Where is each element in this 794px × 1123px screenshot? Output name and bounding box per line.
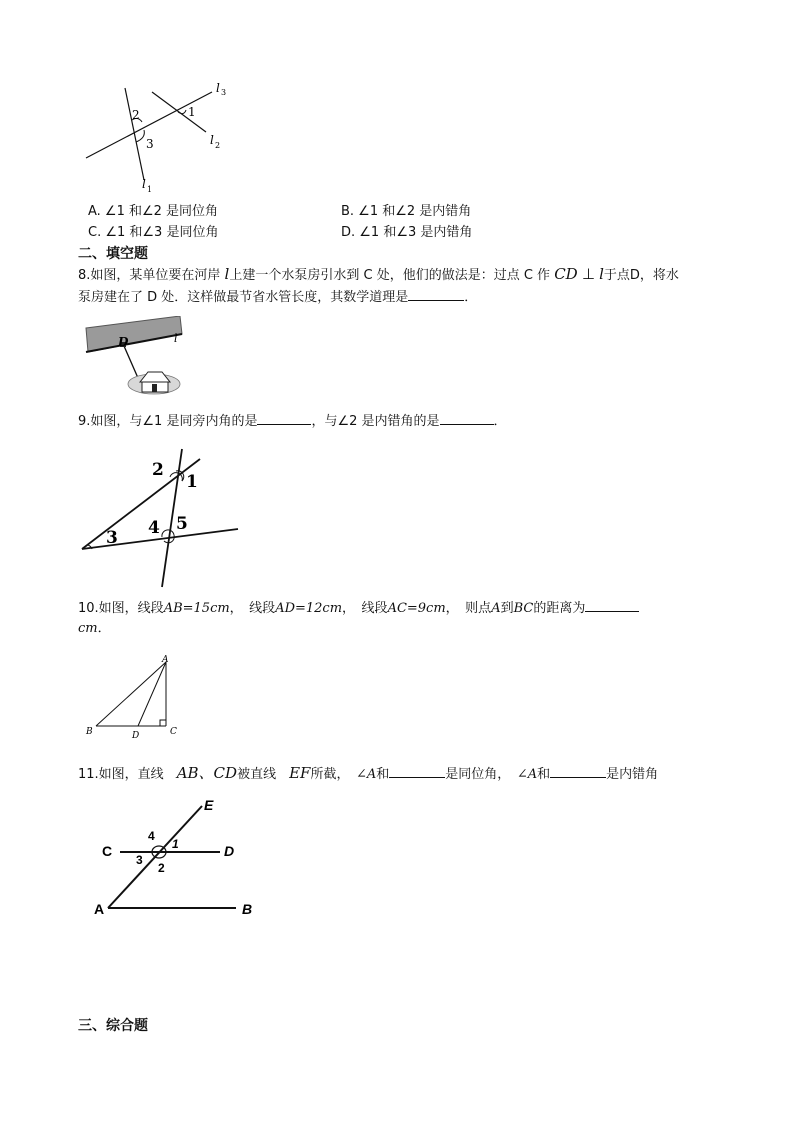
q7-option-c: C. ∠1 和∠3 是同位角	[88, 225, 219, 240]
q11-label-1: 1	[172, 837, 179, 851]
pipe-cd	[124, 346, 138, 378]
house-icon	[128, 372, 180, 394]
q10-label-c: C	[170, 727, 177, 737]
q10-line-1: 10.如图，线段AB=15cm， 线段AD=12cm， 线段AC=9cm， 则点A到BC的距离为	[78, 598, 639, 618]
q10-label-d: D	[132, 731, 140, 740]
q8-label-l: l	[174, 332, 178, 345]
segment-ab	[96, 662, 166, 726]
q7-option-a: A. ∠1 和∠2 是同位角	[88, 204, 219, 219]
q9-blank-1[interactable]	[257, 411, 311, 425]
q10-label-a: A	[162, 655, 169, 665]
q10-figure	[82, 654, 186, 740]
label-angle-2: 2	[132, 108, 140, 122]
q7-figure	[78, 72, 248, 200]
q9-text: 9.如图，与∠1 是同旁内角的是 ，与∠2 是内错角的是 ．	[78, 411, 507, 431]
q11-label-a: A	[94, 901, 105, 917]
label-l1-sub: 1	[147, 185, 153, 194]
q10-answer-blank[interactable]	[585, 598, 639, 612]
q9-figure	[78, 437, 242, 589]
q8-figure	[82, 316, 186, 400]
segment-ad	[138, 662, 166, 726]
q11-label-3: 3	[136, 853, 143, 867]
q8-answer-blank[interactable]	[408, 287, 464, 301]
q11-label-b: B	[242, 901, 253, 917]
q9-label-3: 3	[106, 528, 118, 548]
line-l1	[125, 88, 144, 180]
label-l1: l	[142, 177, 146, 191]
q8-line-1: 8.如图，某单位要在河岸 l上建一个水泵房引水到 C 处，他们的做法是：过点 C 作 CD ⊥ l于点D，将水	[78, 265, 679, 283]
q9-blank-2[interactable]	[440, 411, 494, 425]
riverbank	[86, 316, 182, 352]
q9-label-1: 1	[186, 472, 198, 492]
right-angle-mark	[160, 720, 166, 726]
q7-option-d: D. ∠1 和∠3 是内错角	[341, 225, 473, 240]
label-l2: l	[210, 133, 214, 147]
label-l2-sub: 2	[215, 141, 221, 150]
q8-label-d: D	[118, 335, 129, 349]
q11-label-d: D	[224, 843, 235, 859]
q9-label-4: 4	[148, 518, 160, 538]
q10-label-b: B	[86, 727, 93, 737]
q11-label-e: E	[204, 797, 214, 813]
q7-option-b: B. ∠1 和∠2 是内错角	[341, 204, 472, 219]
section-2-title: 二、填空题	[78, 246, 148, 262]
section-3-title: 三、综合题	[78, 1018, 148, 1034]
label-l3-sub: 3	[221, 88, 227, 97]
q11-blank-1[interactable]	[389, 764, 445, 778]
q11-blank-2[interactable]	[550, 764, 606, 778]
label-angle-1: 1	[188, 105, 196, 119]
label-l3: l	[216, 81, 220, 95]
line-l2	[152, 92, 206, 132]
q8-line-2: 泵房建在了 D 处．这样做最节省水管长度，其数学道理是 ．	[78, 287, 477, 307]
q8-var-cd: CD	[554, 265, 578, 283]
q11-label-c: C	[102, 843, 113, 859]
q10-line-2: cm．	[78, 621, 111, 636]
q8-var-l: l	[224, 265, 230, 283]
q11-label-4: 4	[148, 829, 155, 843]
q9-label-2: 2	[152, 460, 164, 480]
q11-text: 11.如图，直线 AB、CD被直线 EF所截， ∠A和 是同位角， ∠A和 是内错角	[78, 764, 659, 782]
label-angle-3: 3	[146, 137, 154, 151]
q9-label-5: 5	[176, 514, 188, 534]
q11-figure	[92, 796, 264, 920]
q11-label-2: 2	[158, 861, 165, 875]
